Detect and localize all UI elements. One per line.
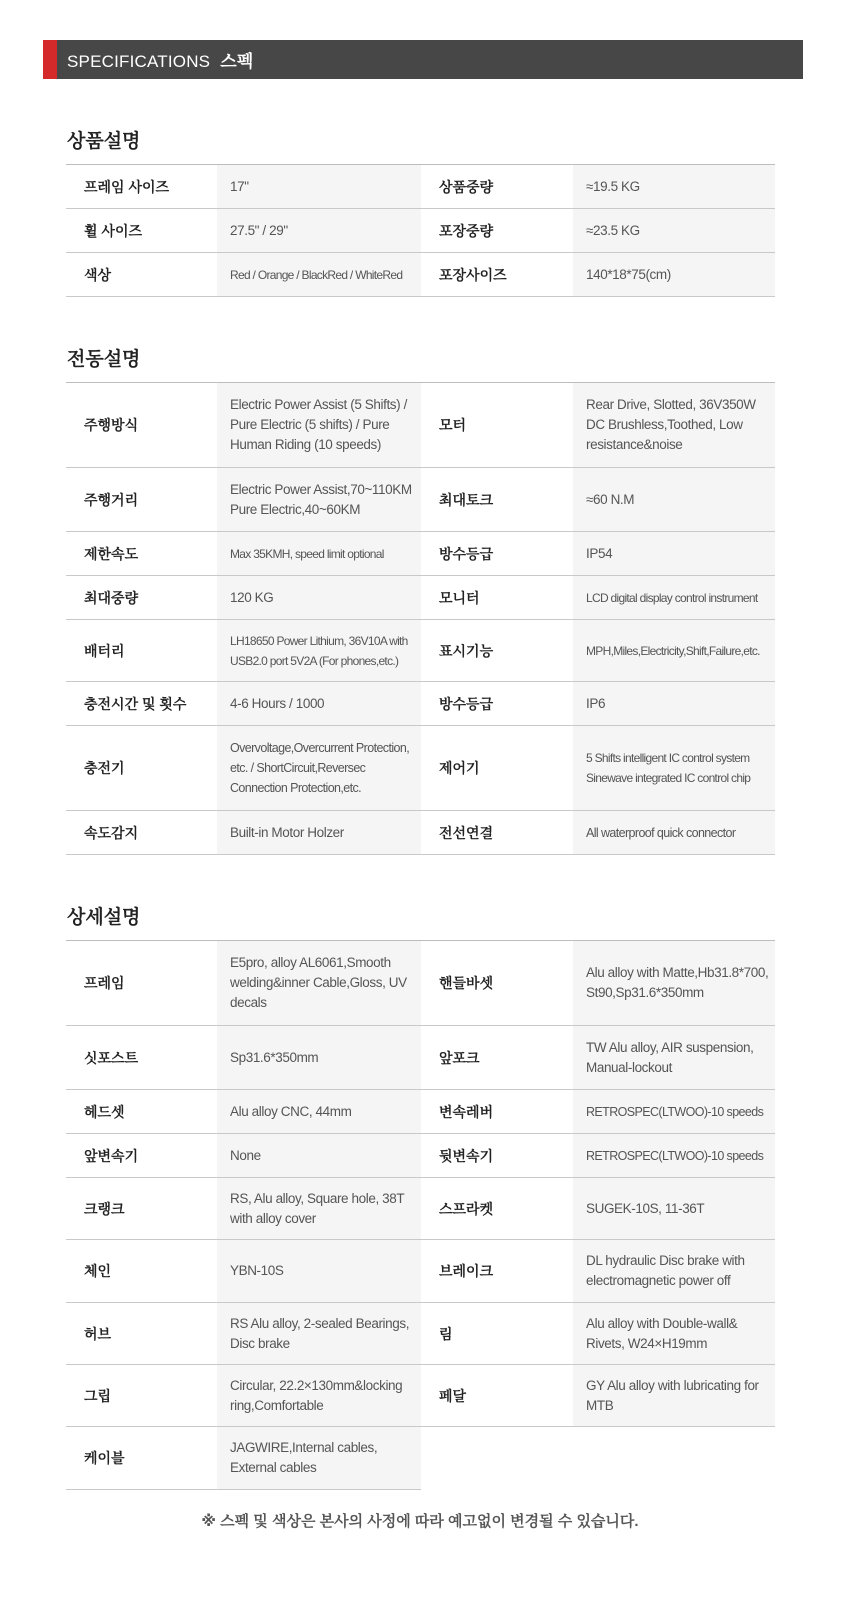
spec-key: 스프라켓 (421, 1178, 573, 1240)
banner-accent-bar (43, 40, 57, 79)
table-row (66, 620, 775, 682)
spec-value: Overvoltage,Overcurrent Protection, etc. / ShortCircuit,Reversec Connection Protection,etc. (217, 726, 421, 811)
spec-key-empty (421, 1427, 573, 1490)
spec-value: GY Alu alloy with lubricating for MTB (573, 1365, 775, 1427)
spec-key: 앞포크 (421, 1026, 573, 1090)
section-title-detail: 상세설명 (67, 907, 141, 928)
spec-key: 앞변속기 (66, 1134, 217, 1178)
disclaimer-note: ※ 스펙 및 색상은 본사의 사정에 따라 예고없이 변경될 수 있습니다. (201, 1513, 639, 1530)
table-row (66, 165, 775, 209)
spec-value: Sp31.6*350mm (217, 1026, 421, 1090)
spec-key: 휠 사이즈 (66, 209, 217, 253)
spec-value: RS, Alu alloy, Square hole, 38T with alloy cover (217, 1178, 421, 1240)
spec-key: 프레임 (66, 941, 217, 1026)
banner-title (67, 47, 253, 72)
spec-key: 주행방식 (66, 383, 217, 468)
spec-key: 모니터 (421, 576, 573, 620)
spec-key: 크랭크 (66, 1178, 217, 1240)
spec-key: 충전시간 및 횟수 (66, 682, 217, 726)
spec-value: Rear Drive, Slotted, 36V350W DC Brushless,Toothed, Low resistance&noise (573, 383, 775, 468)
spec-key: 림 (421, 1303, 573, 1365)
spec-value: RETROSPEC(LTWOO)-10 speeds (573, 1090, 775, 1134)
spec-value: TW Alu alloy, AIR suspension, Manual-lockout (573, 1026, 775, 1090)
spec-key: 방수등급 (421, 532, 573, 576)
spec-key: 충전기 (66, 726, 217, 811)
spec-key: 케이블 (66, 1427, 217, 1490)
spec-value: DL hydraulic Disc brake with electromagnetic power off (573, 1240, 775, 1303)
banner-title-en: SPECIFICATIONS (67, 52, 211, 71)
table-row (66, 253, 775, 297)
spec-key: 제어기 (421, 726, 573, 811)
spec-key: 제한속도 (66, 532, 217, 576)
spec-key: 표시기능 (421, 620, 573, 682)
spec-value: Electric Power Assist (5 Shifts) / Pure Electric (5 shifts) / Pure Human Riding (10 speeds) (217, 383, 421, 468)
table-row (66, 1240, 775, 1303)
table-row (66, 726, 775, 811)
spec-key: 포장중량 (421, 209, 573, 253)
spec-value: RETROSPEC(LTWOO)-10 speeds (573, 1134, 775, 1178)
spec-value: None (217, 1134, 421, 1178)
spec-value: ≈23.5 KG (573, 209, 775, 253)
spec-value: Red / Orange / BlackRed / WhiteRed (217, 253, 421, 297)
spec-key: 체인 (66, 1240, 217, 1303)
section-title-product: 상품설명 (67, 131, 141, 152)
spec-key: 주행거리 (66, 468, 217, 532)
spec-value: IP6 (573, 682, 775, 726)
spec-key: 그립 (66, 1365, 217, 1427)
table-row (66, 1134, 775, 1178)
spec-value: Built-in Motor Holzer (217, 811, 421, 855)
spec-key: 최대중량 (66, 576, 217, 620)
spec-value: 17" (217, 165, 421, 209)
spec-value: 4-6 Hours / 1000 (217, 682, 421, 726)
table-row (66, 383, 775, 468)
spec-value: All waterproof quick connector (573, 811, 775, 855)
spec-key: 변속레버 (421, 1090, 573, 1134)
spec-key: 모터 (421, 383, 573, 468)
spec-key: 배터리 (66, 620, 217, 682)
spec-key: 헤드셋 (66, 1090, 217, 1134)
spec-value: Alu alloy CNC, 44mm (217, 1090, 421, 1134)
spec-key: 상품중량 (421, 165, 573, 209)
spec-value: Alu alloy with Double-wall& Rivets, W24×H19mm (573, 1303, 775, 1365)
spec-key: 뒷변속기 (421, 1134, 573, 1178)
spec-key: 전선연결 (421, 811, 573, 855)
spec-value: SUGEK-10S, 11-36T (573, 1178, 775, 1240)
spec-value: 120 KG (217, 576, 421, 620)
spec-value: Electric Power Assist,70~110KM Pure Electric,40~60KM (217, 468, 421, 532)
spec-value: MPH,Miles,Electricity,Shift,Failure,etc. (573, 620, 775, 682)
spec-key: 브레이크 (421, 1240, 573, 1303)
spec-key: 핸들바셋 (421, 941, 573, 1026)
table-row (66, 1026, 775, 1090)
specifications-banner (43, 40, 803, 79)
table-row (66, 1178, 775, 1240)
spec-key: 속도감지 (66, 811, 217, 855)
spec-value: JAGWIRE,Internal cables, External cables (217, 1427, 421, 1490)
spec-value: RS Alu alloy, 2-sealed Bearings, Disc brake (217, 1303, 421, 1365)
spec-key: 방수등급 (421, 682, 573, 726)
table-row (66, 1303, 775, 1365)
spec-value: LCD digital display control instrument (573, 576, 775, 620)
spec-value: ≈60 N.M (573, 468, 775, 532)
spec-key: 최대토크 (421, 468, 573, 532)
spec-key: 포장사이즈 (421, 253, 573, 297)
table-row (66, 209, 775, 253)
spec-value: LH18650 Power Lithium, 36V10A with USB2.0 port 5V2A (For phones,etc.) (217, 620, 421, 682)
spec-value-empty (573, 1427, 775, 1490)
spec-key: 페달 (421, 1365, 573, 1427)
table-row (66, 468, 775, 532)
table-row (66, 576, 775, 620)
product-spec-table (66, 164, 775, 297)
spec-value: Circular, 22.2×130mm&locking ring,Comfortable (217, 1365, 421, 1427)
table-row (66, 1090, 775, 1134)
table-row (66, 532, 775, 576)
spec-key: 싯포스트 (66, 1026, 217, 1090)
spec-value: 140*18*75(cm) (573, 253, 775, 297)
spec-value: 5 Shifts intelligent IC control system Sinewave integrated IC control chip (573, 726, 775, 811)
spec-value: E5pro, alloy AL6061,Smooth welding&inner Cable,Gloss, UV decals (217, 941, 421, 1026)
spec-value: IP54 (573, 532, 775, 576)
spec-value: YBN-10S (217, 1240, 421, 1303)
banner-title-ko: 스펙 (220, 52, 254, 71)
detail-spec-table (66, 940, 775, 1490)
table-row (66, 1365, 775, 1427)
spec-key: 허브 (66, 1303, 217, 1365)
spec-key: 프레임 사이즈 (66, 165, 217, 209)
spec-value: Max 35KMH, speed limit optional (217, 532, 421, 576)
spec-key: 색상 (66, 253, 217, 297)
spec-value: Alu alloy with Matte,Hb31.8*700, St90,Sp31.6*350mm (573, 941, 775, 1026)
spec-value: 27.5" / 29" (217, 209, 421, 253)
table-row (66, 811, 775, 855)
table-row (66, 682, 775, 726)
table-row (66, 1427, 775, 1490)
electric-spec-table (66, 382, 775, 855)
table-row (66, 941, 775, 1026)
spec-value: ≈19.5 KG (573, 165, 775, 209)
section-title-electric: 전동설명 (67, 349, 141, 370)
